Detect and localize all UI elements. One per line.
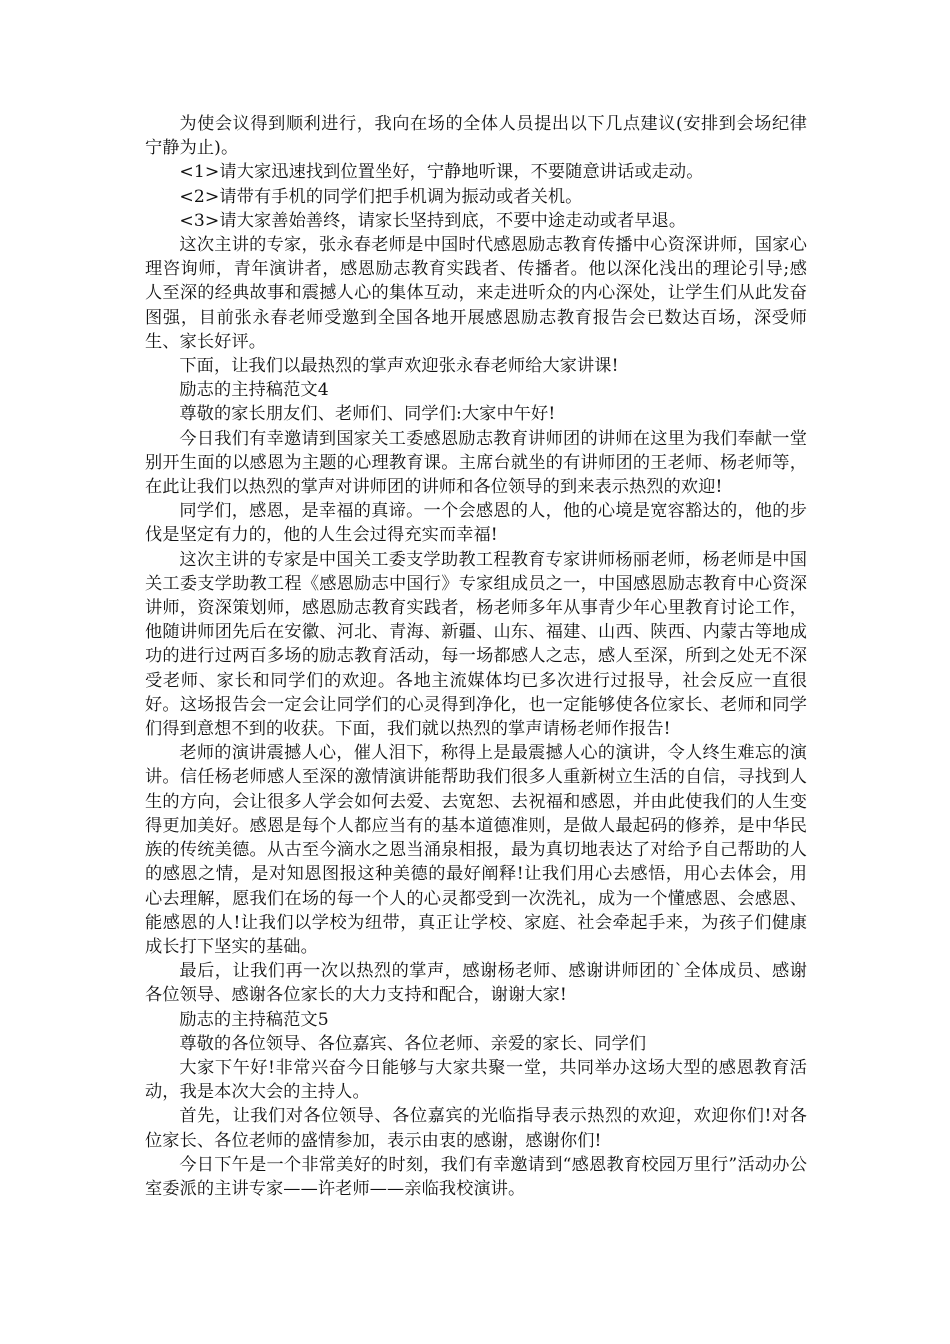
paragraph-speaker-intro: 这次主讲的专家，张永春老师是中国时代感恩励志教育传播中心资深讲师，国家心理咨询师，青年演讲者，感恩励志教育实践者、传播者。他以深化浅出的理论引导;感人至深的经典故事和震撼人心的集体互动，来走进听众的内心深处，让学生们从此发奋图强，目前张永春老师受邀到全国各地开展感恩励志教育报告会已数达百场，深受师生、家长好评。 — [145, 235, 807, 352]
paragraph-expert-intro: 这次主讲的专家是中国关工委支学助教工程教育专家讲师杨丽老师，杨老师是中国关工委支学助教工程《感恩励志中国行》专家组成员之一，中国感恩励志教育中心资深讲师，资深策划师，感恩励志教育实践者，杨老师多年从事青少年心里教育讨论工作，他随讲师团先后在安徽、河北、青海、新疆、山东、福建、山西、陕西、内蒙古等地成功的进行过两百多场的励志教育活动，每一场都感人之志，感人至深，所到之处无不深受老师、家长和同学们的欢迎。各地主流媒体均已多次进行过报导，社会反应一直很好。这场报告会一定会让同学们的心灵得到净化，也一定能够使各位家长、老师和同学们得到意想不到的收获。下面，我们就以热烈的掌声请杨老师作报告! — [145, 549, 807, 740]
paragraph-meeting-suggestions: 为使会议得到顺利进行，我向在场的全体人员提出以下几点建议(安排到会场纪律宁静为止)。 — [145, 114, 807, 159]
paragraph-opening: 大家下午好!非常兴奋今日能够与大家共聚一堂，共同举办这场大型的感恩教育活动，我是本次大会的主持人。 — [145, 1057, 807, 1103]
paragraph-salutation: 尊敬的各位领导、各位嘉宾、各位老师、亲爱的家长、同学们 — [179, 1033, 647, 1054]
paragraph-speech-review: 老师的演讲震撼人心，催人泪下，称得上是最震撼人心的演讲，令人终生难忘的演讲。信任杨老师感人至深的激情演讲能帮助我们很多人重新树立生活的自信，寻找到人生的方向，会让很多人学会如何去爱、去宽恕、去祝福和感恩，并由此使我们的人生变得更加美好。感恩是每个人都应当有的基本道德准则，是做人最起码的修养，是中华民族的传统美德。从古至今滴水之恩当涌泉相报，最为真切地表达了对给予自己帮助的人的感恩之情，是对知恩图报这种美德的最好阐释!让我们用心去感悟，用心去体会，用心去理解，愿我们在场的每一个人的心灵都受到一次洗礼，成为一个懂感恩、会感恩、能感恩的人!让我们以学校为纽带，真正让学校、家庭、社会牵起手来，为孩子们健康成长打下坚实的基础。 — [145, 743, 807, 957]
section-heading-sample-5: 励志的主持稿范文5 — [179, 1009, 329, 1030]
section-heading-sample-4: 励志的主持稿范文4 — [179, 380, 329, 401]
paragraph-welcome-guests: 首先，让我们对各位领导、各位嘉宾的光临指导表示热烈的欢迎，欢迎你们!对各位家长、各位老师的盛情参加，表示由衷的感谢，感谢你们! — [145, 1106, 807, 1151]
paragraph-rule-1: <1>请大家迅速找到位置坐好，宁静地听课，不要随意讲话或走动。 — [179, 162, 704, 183]
paragraph-greeting: 尊敬的家长朋友们、老师们、同学们:大家中午好! — [179, 404, 556, 425]
paragraph-welcome-speaker: 下面，让我们以最热烈的掌声欢迎张永春老师给大家讲课! — [179, 356, 619, 377]
paragraph-gratitude: 同学们，感恩，是幸福的真谛。一个会感恩的人，他的心境是宽容豁达的，他的步伐是坚定有力的，他的人生会过得充实而幸福! — [145, 501, 807, 546]
document-body — [145, 112, 807, 1201]
paragraph-afternoon-intro: 今日下午是一个非常美好的时刻，我们有幸邀请到“感恩教育校园万里行”活动办公室委派的主讲专家——许老师——亲临我校演讲。 — [145, 1154, 807, 1199]
paragraph-rule-3: <3>请大家善始善终，请家长坚持到底，不要中途走动或者早退。 — [179, 210, 687, 231]
paragraph-invitation: 今日我们有幸邀请到国家关工委感恩励志教育讲师团的讲师在这里为我们奉献一堂别开生面的以感恩为主题的心理教育课。主席台就坐的有讲师团的王老师、杨老师等，在此让我们以热烈的掌声对讲师团的讲师和各位领导的到来表示热烈的欢迎! — [145, 428, 807, 498]
paragraph-rule-2: <2>请带有手机的同学们把手机调为振动或者关机。 — [179, 186, 583, 207]
paragraph-closing-thanks: 最后，让我们再一次以热烈的掌声，感谢杨老师、感谢讲师团的`全体成员、感谢各位领导、感谢各位家长的大力支持和配合，谢谢大家! — [145, 961, 807, 1006]
